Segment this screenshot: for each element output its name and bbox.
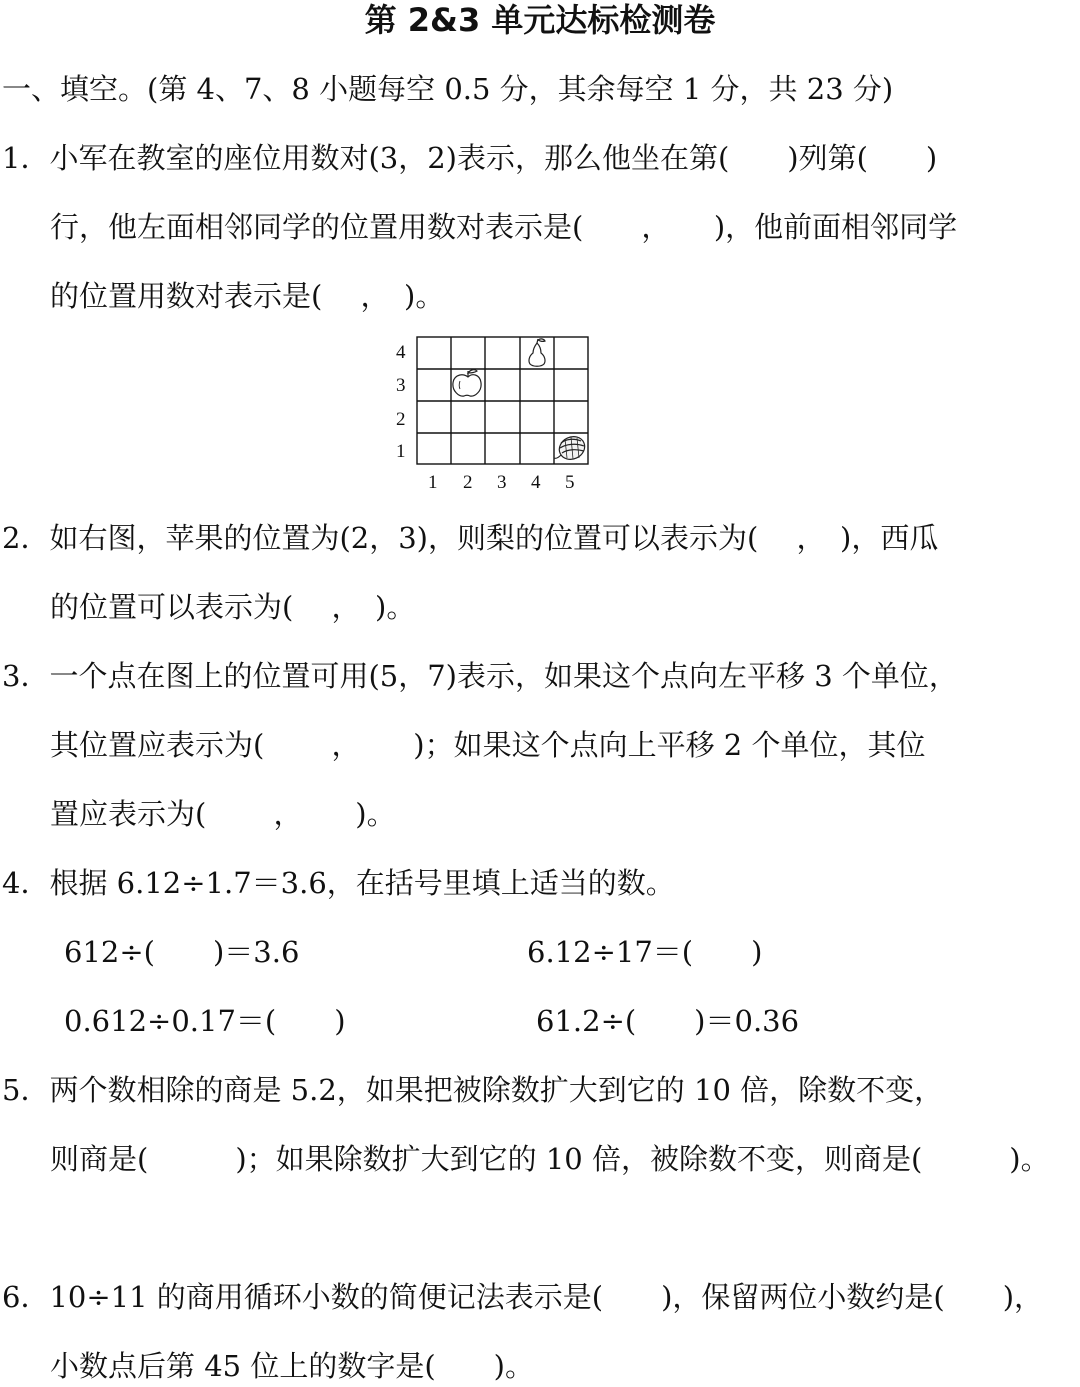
- coordinate-grid-figure: [388, 335, 598, 495]
- question-4-line-1: 4．根据 6.12÷1.7＝3.6，在括号里填上适当的数。: [2, 866, 675, 900]
- question-4-item-b: 6.12÷17＝( ): [527, 935, 763, 969]
- x-tick-2: 2: [463, 472, 473, 493]
- question-3-line-1: 3．一个点在图上的位置可用(5，7)表示，如果这个点向左平移 3 个单位，: [2, 659, 958, 693]
- x-tick-1: 1: [428, 472, 438, 493]
- question-1-line-1: 1．小军在教室的座位用数对(3，2)表示，那么他坐在第( )列第( ): [2, 141, 938, 175]
- section-heading: 一、填空。(第 4、7、8 小题每空 0.5 分，其余每空 1 分，共 23 分): [2, 72, 894, 106]
- question-4-item-d: 61.2÷( )＝0.36: [536, 1004, 800, 1038]
- question-4-item-c: 0.612÷0.17＝( ): [64, 1004, 346, 1038]
- question-5-line-1: 5．两个数相除的商是 5.2，如果把被除数扩大到它的 10 倍，除数不变，: [2, 1073, 944, 1107]
- x-tick-5: 5: [565, 472, 575, 493]
- y-tick-2: 2: [396, 409, 406, 430]
- y-tick-4: 4: [396, 342, 406, 363]
- question-6-line-2: 小数点后第 45 位上的数字是( )。: [50, 1349, 534, 1383]
- question-1-line-2: 行，他左面相邻同学的位置用数对表示是( ， )，他前面相邻同学: [50, 210, 958, 244]
- x-tick-3: 3: [497, 472, 507, 493]
- watermelon-icon: [554, 433, 588, 464]
- question-2-line-2: 的位置可以表示为( ， )。: [50, 590, 416, 624]
- pear-icon: [529, 339, 545, 366]
- question-1-line-3: 的位置用数对表示是( ， )。: [50, 279, 445, 313]
- question-4-item-a: 612÷( )＝3.6: [64, 935, 300, 969]
- apple-icon: [453, 370, 481, 396]
- y-tick-3: 3: [396, 375, 406, 396]
- question-3-line-3: 置应表示为( ， )。: [50, 797, 396, 831]
- question-5-line-2: 则商是( )；如果除数扩大到它的 10 倍，被除数不变，则商是( )。: [50, 1142, 1050, 1176]
- y-tick-1: 1: [396, 441, 406, 462]
- page-title: 第 2&3 单元达标检测卷: [364, 1, 716, 39]
- question-2-line-1: 2．如右图，苹果的位置为(2，3)，则梨的位置可以表示为( ， )，西瓜: [2, 521, 939, 555]
- x-tick-4: 4: [531, 472, 541, 493]
- question-6-line-1: 6．10÷11 的商用循环小数的简便记法表示是( )，保留两位小数约是( )，: [2, 1280, 1044, 1314]
- question-3-line-2: 其位置应表示为( ， )；如果这个点向上平移 2 个单位，其位: [50, 728, 926, 762]
